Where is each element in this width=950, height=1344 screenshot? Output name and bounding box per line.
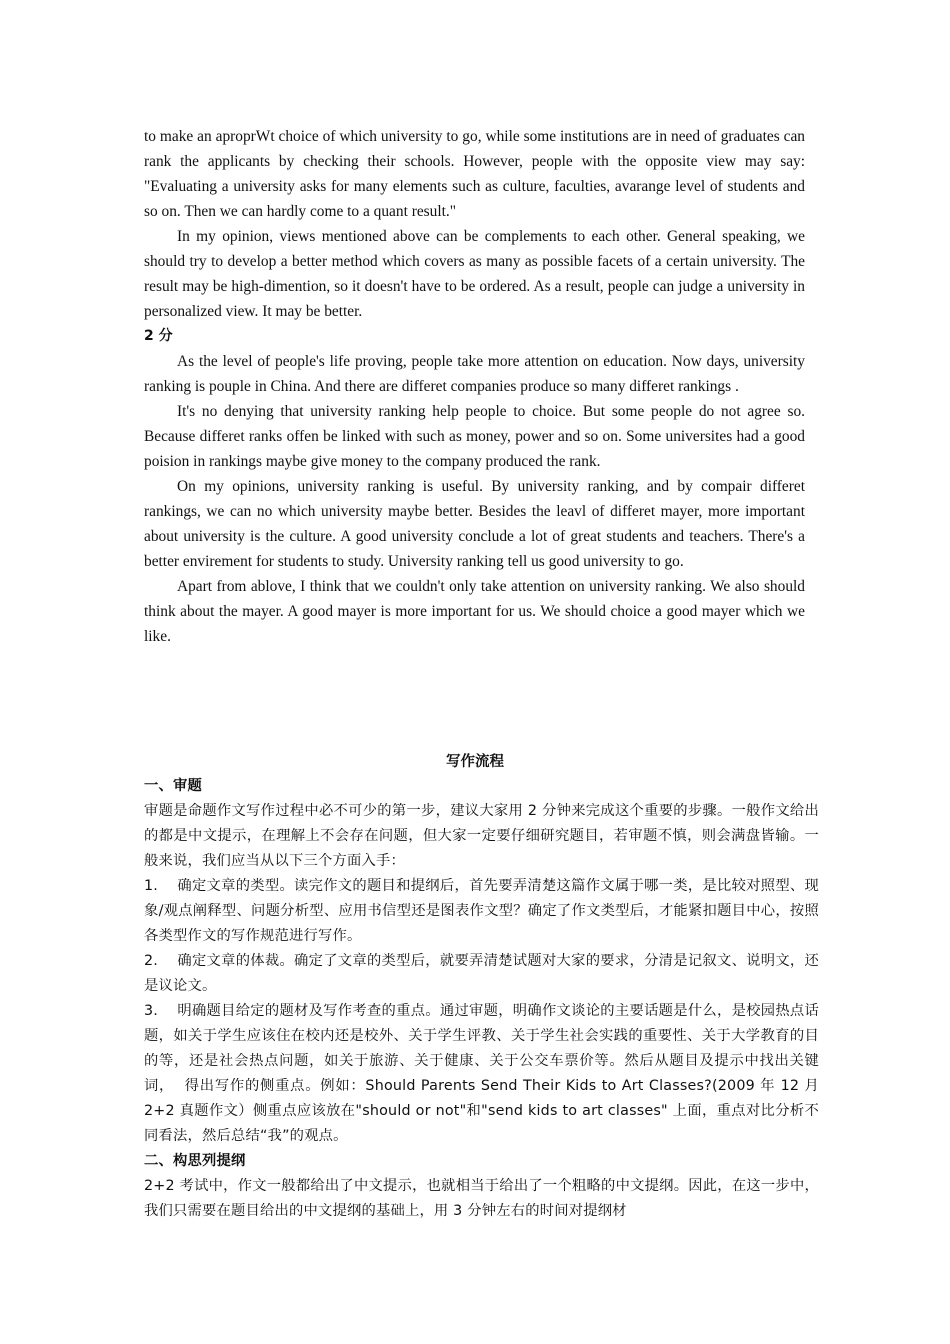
essay-paragraph: On my opinions, university ranking is useful. By university ranking, and by compair differet rankings, we can no which university maybe better. Besides the leavl of differet mayer, more important about university is the culture. A good university conclude a lot of great students and teachers. There's a better envirement for students to study. University ranking tell us good university to go. <box>144 478 805 570</box>
essay-paragraph: It's no denying that university ranking help people to choice. But some people do not agree so. Because differet ranks offen be linked with such as money, power and so on. Some universites had a good poision in rankings maybe give money to the company produced the rank. <box>144 403 805 470</box>
essay-paragraph: In my opinion, views mentioned above can be complements to each other. General speaking, we should try to develop a better method which covers as many as possible facets of a certain university. The result may be high-dimention, so it doesn't have to be ordered. As a result, people can judge a university in personalized view. It may be better. <box>144 228 805 320</box>
section-heading: 二、构思列提纲 <box>144 1153 246 1169</box>
section-heading: 一、审题 <box>144 778 202 794</box>
essay-text <box>144 124 805 649</box>
section-title: 写作流程 <box>446 754 504 770</box>
writing-guide <box>144 774 819 1224</box>
guide-list-item: 2. 确定文章的体裁。确定了文章的类型后，就要弄清楚试题对大家的要求，分清是记叙文、说明文，还是议论文。 <box>144 953 819 994</box>
guide-list-item: 1. 确定文章的类型。读完作文的题目和提纲后，首先要弄清楚这篇作文属于哪一类，是比较对照型、现象/观点阐释型、问题分析型、应用书信型还是图表作文型？确定了作文类型后，才能紧扣题目中心，按照各类型作文的写作规范进行写作。 <box>144 878 819 944</box>
guide-list-item: 3. 明确题目给定的题材及写作考查的重点。通过审题，明确作文谈论的主要话题是什么，是校园热点话题，如关于学生应该住在校内还是校外、关于学生评教、关于学生社会实践的重要性、关于大学教育的目的等，还是社会热点问题，如关于旅游、关于健康、关于公交车票价等。然后从题目及提示中找出关键词， 得出写作的侧重点。例如：Should Parents Send Their Kids to Art Classes?(2009 年 12 月 2+2 真题作文）侧重点应该放在"should or not"和"send kids to art classes" 上面，重点对比分析不同看法，然后总结“我”的观点。 <box>144 1003 819 1144</box>
essay-paragraph: to make an aproprWt choice of which university to go, while some institutions are in need of graduates can rank the applicants by checking their schools. However, people with the opposite view may say: "Evaluating a university asks for many elements such as culture, faculties, avarange level of students and so on. Then we can hardly come to a quant result." <box>144 128 805 220</box>
guide-paragraph: 审题是命题作文写作过程中必不可少的第一步，建议大家用 2 分钟来完成这个重要的步骤。一般作文给出的都是中文提示，在理解上不会存在问题，但大家一定要仔细研究题目，若审题不慎，则会满盘皆输。一般来说，我们应当从以下三个方面入手： <box>144 803 819 869</box>
guide-paragraph: 2+2 考试中，作文一般都给出了中文提示，也就相当于给出了一个粗略的中文提纲。因此，在这一步中，我们只需要在题目给出的中文提纲的基础上，用 3 分钟左右的时间对提纲材 <box>144 1178 819 1219</box>
essay-paragraph: Apart from ablove, I think that we couldn't only take attention on university ranking. We also should think about the mayer. A good mayer is more important for us. We should choice a good mayer which we like. <box>144 578 805 645</box>
essay-paragraph: As the level of people's life proving, people take more attention on education. Now days, university ranking is pouple in China. And there are differet companies produce so many differet rankings . <box>144 353 805 395</box>
score-label: 2 分 <box>144 328 173 344</box>
